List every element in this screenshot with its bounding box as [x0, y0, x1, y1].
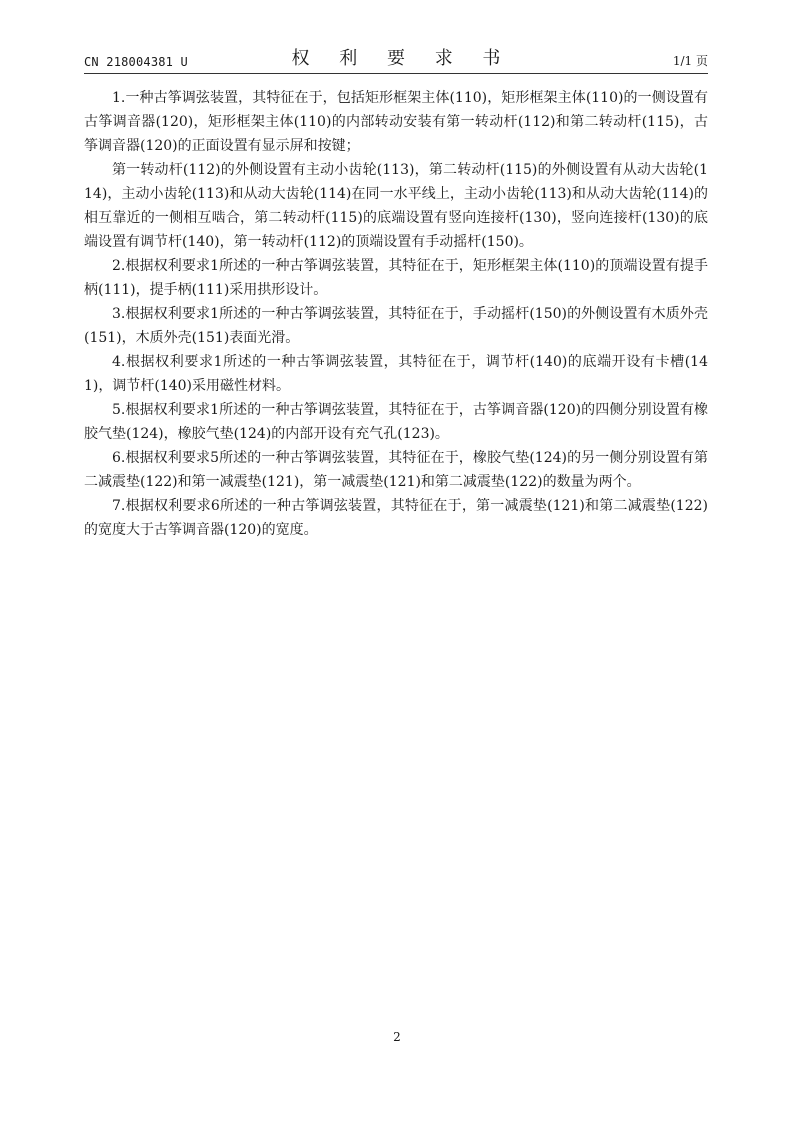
header-divider	[84, 73, 708, 74]
publication-number: CN 218004381 U	[84, 55, 188, 69]
page-header	[84, 44, 708, 74]
claim-2: 2.根据权利要求1所述的一种古筝调弦装置，其特征在于，矩形框架主体(110)的顶端设置有提手柄(111)，提手柄(111)采用拱形设计。	[84, 258, 708, 298]
claim-7: 7.根据权利要求6所述的一种古筝调弦装置，其特征在于，第一减震垫(121)和第二减震垫(122)的宽度大于古筝调音器(120)的宽度。	[84, 498, 708, 538]
claim-4: 4.根据权利要求1所述的一种古筝调弦装置，其特征在于，调节杆(140)的底端开设有卡槽(141)，调节杆(140)采用磁性材料。	[84, 354, 708, 394]
claim-3: 3.根据权利要求1所述的一种古筝调弦装置，其特征在于，手动摇杆(150)的外侧设置有木质外壳(151)，木质外壳(151)表面光滑。	[84, 306, 708, 346]
claim-5: 5.根据权利要求1所述的一种古筝调弦装置，其特征在于，古筝调音器(120)的四侧分别设置有橡胶气垫(124)，橡胶气垫(124)的内部开设有充气孔(123)。	[84, 402, 708, 442]
document-title: 权 利 要 求 书	[291, 48, 513, 69]
page-number: 2	[393, 1030, 401, 1044]
claim-1: 1.一种古筝调弦装置，其特征在于，包括矩形框架主体(110)，矩形框架主体(110)的一侧设置有古筝调音器(120)，矩形框架主体(110)的内部转动安装有第一转动杆(112)和第二转动杆(115)，古筝调音器(120)的正面设置有显示屏和按键；	[84, 90, 708, 154]
page-count: 1/1 页	[672, 54, 708, 68]
claims-body	[84, 86, 708, 542]
claim-6: 6.根据权利要求5所述的一种古筝调弦装置，其特征在于，橡胶气垫(124)的另一侧分别设置有第二减震垫(122)和第一减震垫(121)，第一减震垫(121)和第二减震垫(122)的数量为两个。	[84, 450, 708, 490]
claim-1-continued: 第一转动杆(112)的外侧设置有主动小齿轮(113)，第二转动杆(115)的外侧设置有从动大齿轮(114)，主动小齿轮(113)和从动大齿轮(114)在同一水平线上，主动小齿轮(113)和从动大齿轮(114)的相互靠近的一侧相互啮合，第二转动杆(115)的底端设置有竖向连接杆(130)，竖向连接杆(130)的底端设置有调节杆(140)，第一转动杆(112)的顶端设置有手动摇杆(150)。	[84, 162, 708, 250]
